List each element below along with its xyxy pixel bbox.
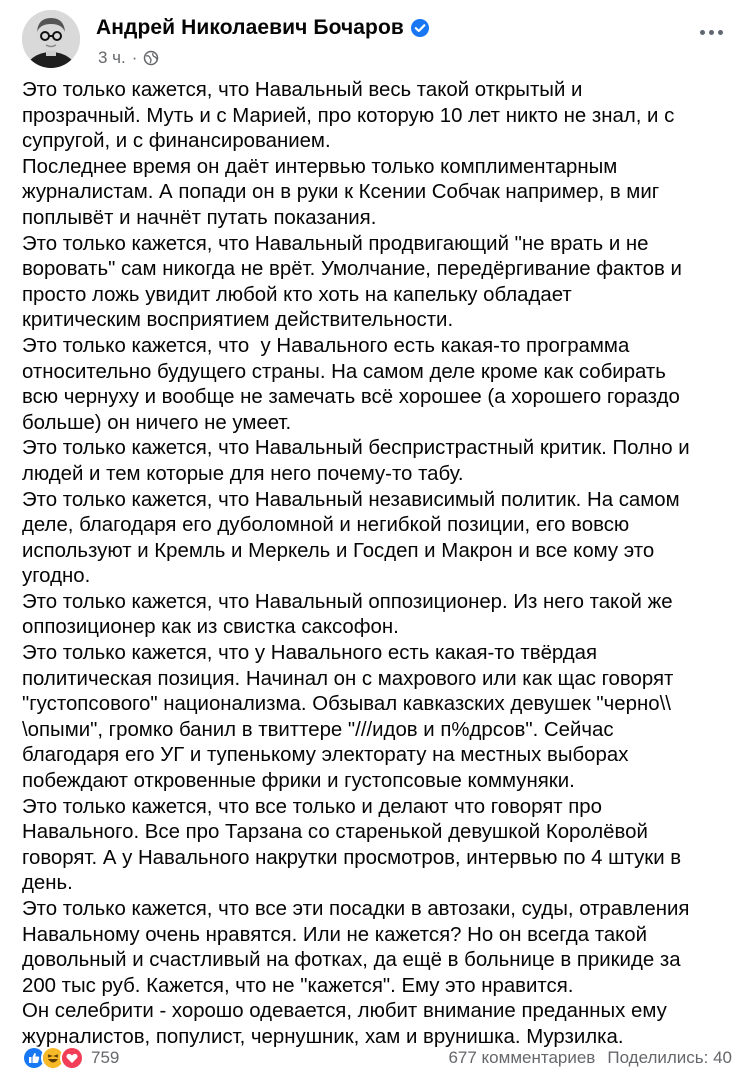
comments-count-link[interactable]: 677 комментариев: [448, 1048, 596, 1067]
reaction-count: 759: [91, 1048, 120, 1067]
post-footer: [22, 1044, 732, 1072]
post-stats: [448, 1048, 732, 1068]
more-options-icon[interactable]: [696, 20, 726, 44]
post-paragraph: Это только кажется, что Навальный продвигающий "не врать и не воровать" сам никогда не врёт. Умолчание, передёргивание фактов и просто ложь увидит любой кто хоть на капельку обладает критическим восприятием действительности.: [22, 232, 682, 332]
post-paragraph: Это только кажется, что у Навального есть какая-то программа относительно будущего страны. На самом деле кроме как собирать всю чернуху и вообще не замечать всё хорошее (а хорошего гораздо больше) он ничего не умеет.: [22, 334, 680, 434]
post-paragraph: Это только кажется, что Навальный беспристрастный критик. Полно и людей и тем которые для него почему-то табу.: [22, 437, 690, 485]
author-row: [96, 16, 430, 40]
post-paragraph: Он селебрити - хорошо одевается, любит внимание преданных ему журналистов, популист, чернушник, хам и врунишка. Мурзилка.: [22, 1000, 667, 1048]
shares-count-link[interactable]: Поделились: 40: [607, 1048, 732, 1067]
post-paragraph: Последнее время он даёт интервью только комплиментарным журналистам. А попади он в руки к Ксении Собчак например, в миг поплывёт и начнёт путать показания.: [22, 155, 660, 229]
post-paragraph: Это только кажется, что Навальный весь такой открытый и прозрачный. Муть и с Марией, про которую 10 лет никто не знал, и с супругой, и с финансированием.: [22, 79, 675, 153]
reactions-summary[interactable]: [22, 1046, 119, 1070]
post-paragraph: Это только кажется, что Навальный оппозиционер. Из него такой же оппозиционер как из свистка саксофон.: [22, 590, 673, 639]
post-paragraph: Это только кажется, что все эти посадки в автозаки, суды, отравления Навальному очень нравятся. Или не кажется? Но он всегда такой довольный и счастливый на фотках, да ещё в больнице в прикиде за 200 тыс руб. Кажется, что не "кажется". Ему это нравится.: [22, 898, 690, 997]
post-paragraph: Это только кажется, что у Навального есть какая-то твёрдая политическая позиция. Начинал он с махрового или как щас говорят "густопсового" национализма. Обзывал кавказских девушек "черно\\ \опыми", громко банил в твиттере "///идов и п%дрсов". Сейчас благодаря его УГ и тупенькому электорату на местных выборах побеждают откровенные фрики и густопсовые коммуняки.: [22, 642, 674, 793]
love-reaction-icon: [60, 1046, 84, 1070]
post-timestamp[interactable]: 3 ч.: [98, 48, 126, 67]
avatar[interactable]: [22, 10, 80, 68]
post-paragraph: Это только кажется, что все только и делают что говорят про Навального. Все про Тарзана со старенькой девушкой Королёвой говорят. А у Навального накрутки просмотров, интервью по 4 штуки в день.: [22, 795, 682, 895]
author-name[interactable]: Андрей Николаевич Бочаров: [96, 16, 404, 39]
verified-badge-icon: [410, 18, 430, 38]
post-paragraph: Это только кажется, что Навальный независимый политик. На самом деле, благодаря его дуболомной и негибкой позиции, его вовсю используют и Кремль и Меркель и Госдеп и Макрон и все кому это угодно.: [22, 488, 680, 588]
post-header: [22, 8, 732, 72]
post-meta: [98, 48, 159, 68]
post-body: [22, 78, 740, 1051]
globe-icon[interactable]: [143, 50, 159, 66]
meta-separator: ·: [131, 48, 138, 67]
